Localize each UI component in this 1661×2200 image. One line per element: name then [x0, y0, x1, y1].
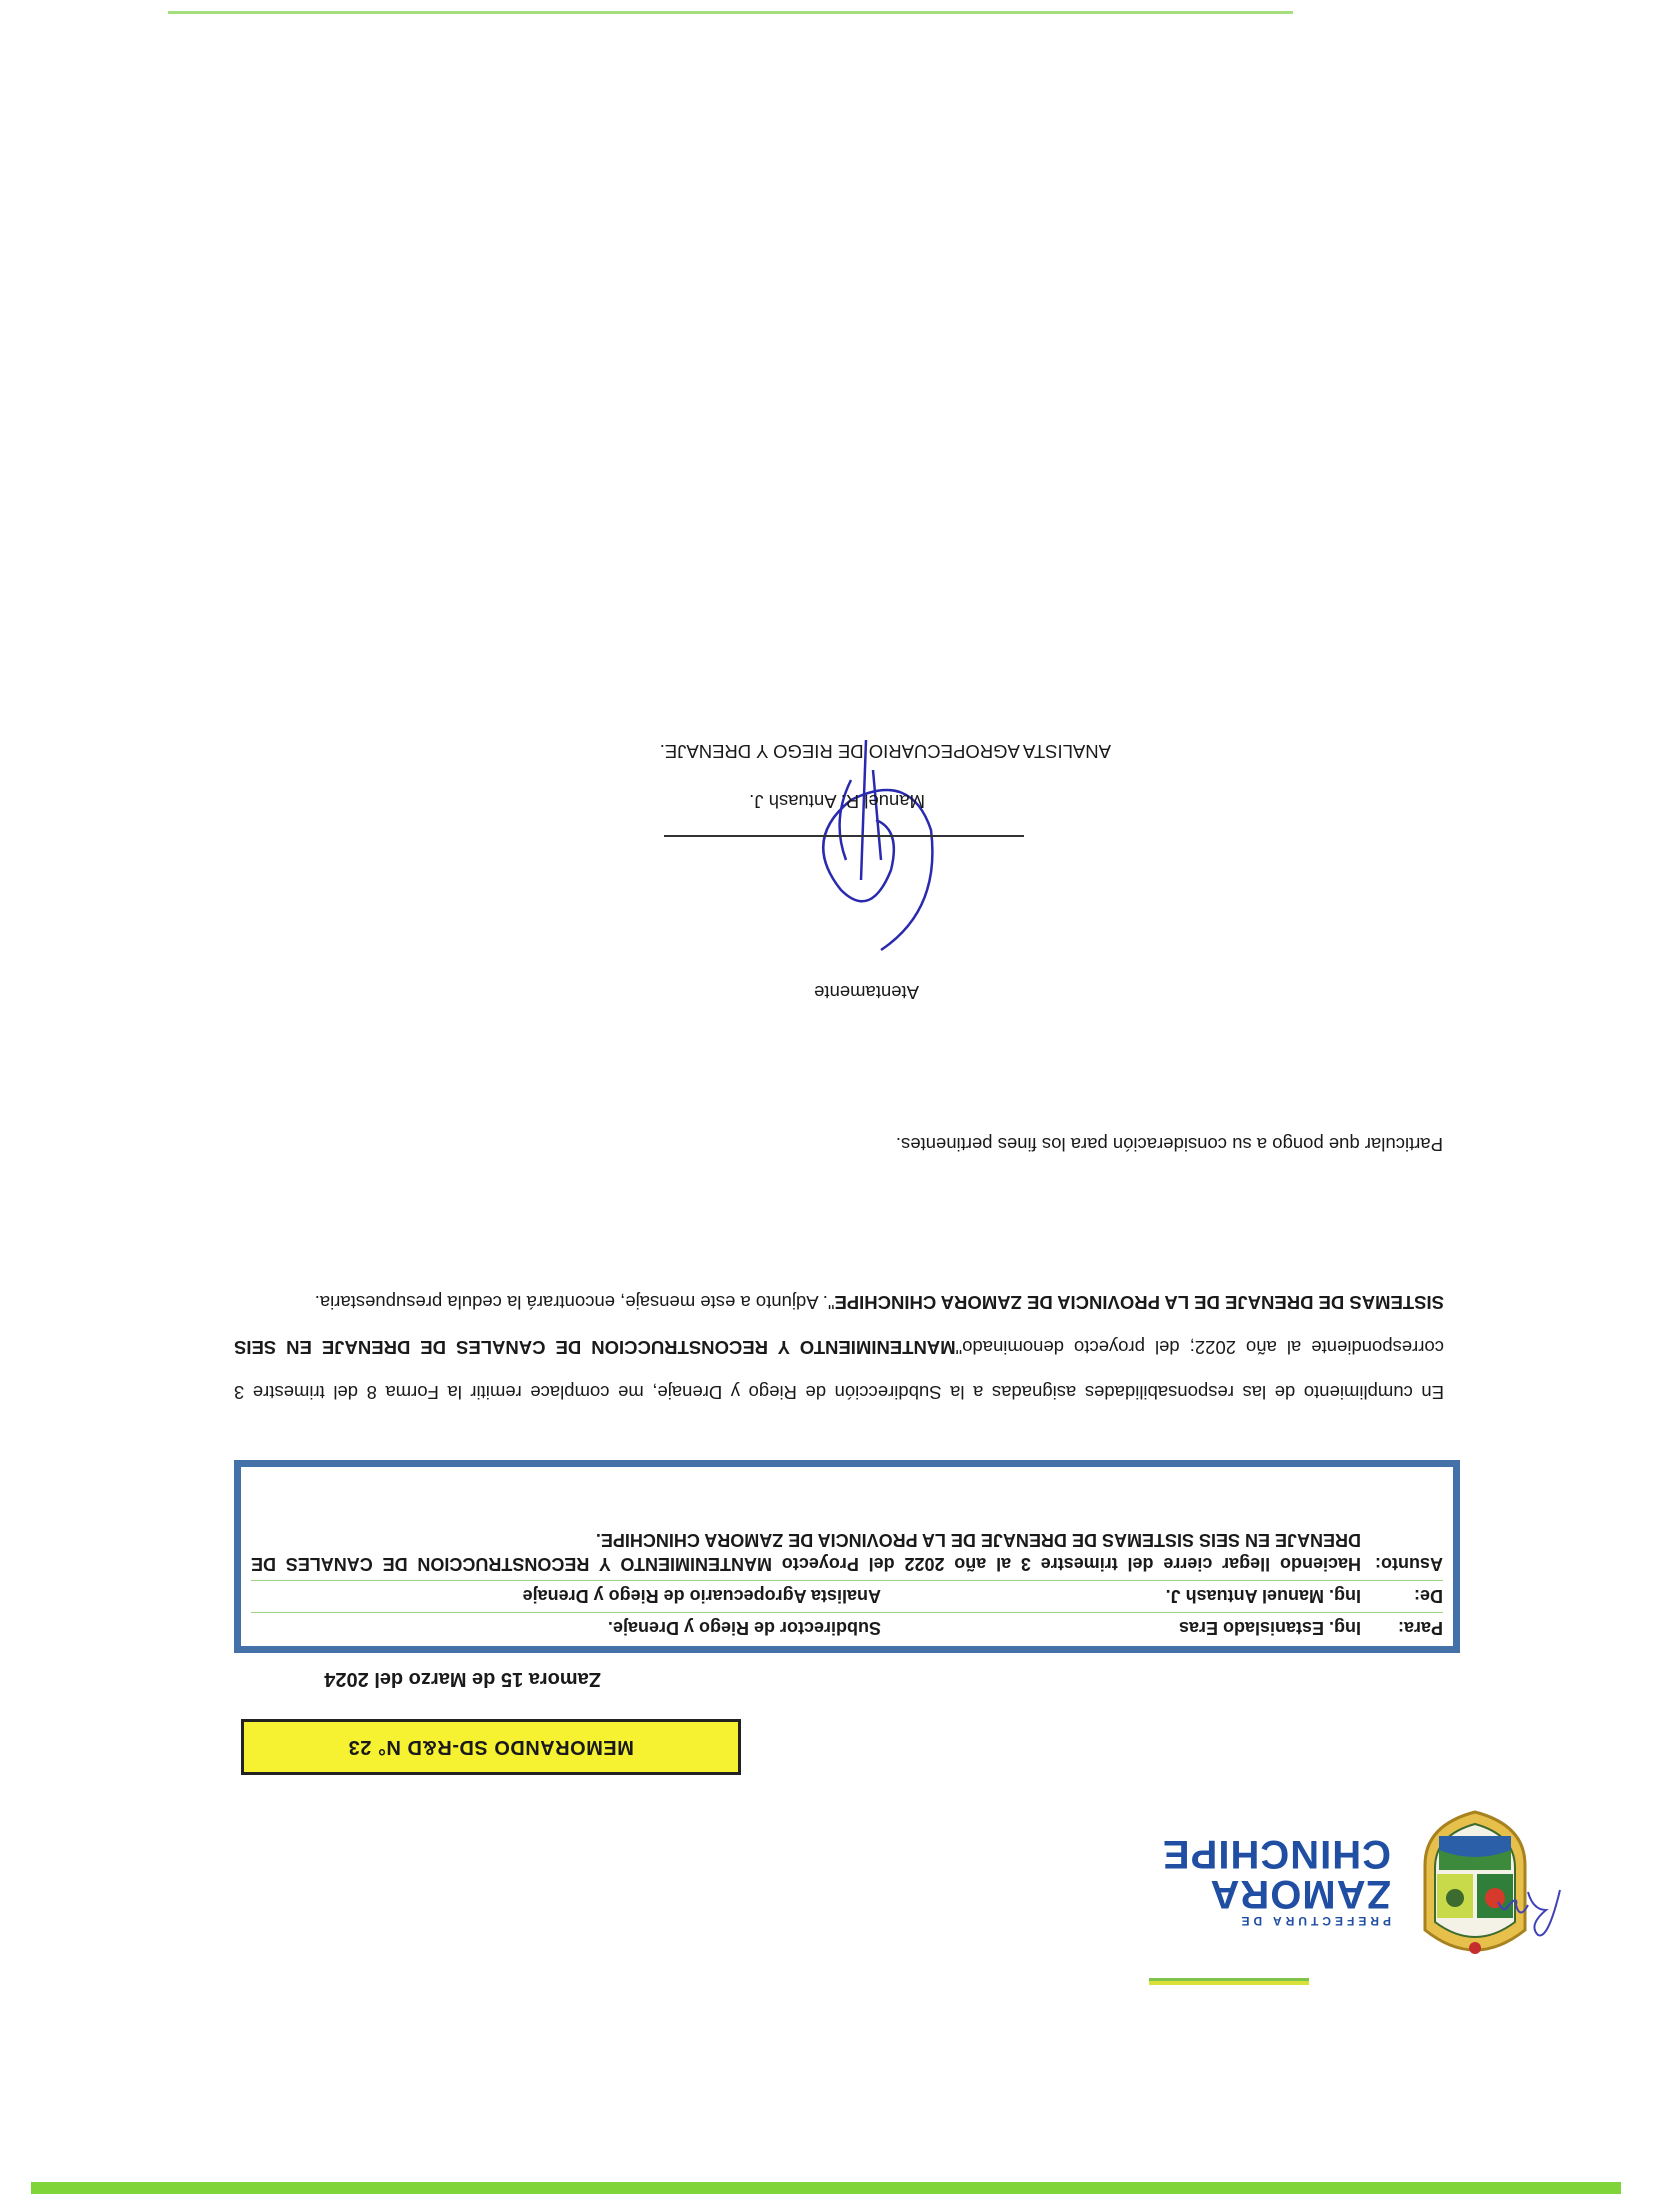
- body-intro: En cumplimiento de las responsabilidades asignadas a la Subdirección de Riego y Drenaje, me complace remitir la Forma 8 del trimestre 3 correspondiente al año 2022; del proyecto denominado": [234, 1337, 1444, 1403]
- logo-wordmark: [1162, 1834, 1391, 1928]
- logo-prefix: PREFECTURA DE: [1237, 1914, 1391, 1928]
- closing-sentence: Particular que pongo a su consideración para los fines pertinentes.: [895, 1134, 1443, 1155]
- bottom-green-line: [168, 11, 1293, 14]
- body-paragraph: [234, 1280, 1444, 1415]
- signature-line: [664, 836, 1024, 838]
- memo-title-box: [241, 1719, 741, 1775]
- para-name: Ing. Estanislado Eras: [1178, 1618, 1361, 1638]
- logo-yellow-stripe: [1149, 1981, 1309, 1985]
- de-role: Analista Agropecuario de Riego y Drenaje: [522, 1586, 881, 1606]
- para-label: Para:: [1397, 1618, 1443, 1638]
- logo-line-zamora: ZAMORA: [1209, 1872, 1391, 1916]
- body-outro: ". Adjunto a este mensaje, encontrará la cedula presupuestaria.: [314, 1292, 835, 1313]
- logo-line-chinchipe: CHINCHIPE: [1161, 1832, 1391, 1876]
- de-label: De:: [1413, 1586, 1443, 1606]
- header-row-para: [251, 1612, 1443, 1640]
- signer-role: ANALISTA AGROPECUARIO DE RIEGO Y DRENAJE.: [659, 741, 1111, 762]
- logo-green-stripe: [1149, 1978, 1309, 1981]
- handwritten-received-note: [1488, 1880, 1568, 1950]
- header-row-asunto: [251, 1528, 1443, 1576]
- signer-name: Manuel R. Antuash J.: [749, 791, 925, 812]
- top-green-band: [31, 2182, 1621, 2194]
- body-project-name: MANTENIMIENTO Y RECONSTRUCCION DE CANALES DE DRENAJE EN SEIS SISTEMAS DE DRENAJE DE LA PROVINCIA DE ZAMORA CHINCHIPE: [234, 1292, 1444, 1358]
- header-row-de: [251, 1580, 1443, 1608]
- memo-header-table: [234, 1460, 1460, 1653]
- memo-title: MEMORANDO SD-R&D N° 23: [348, 1736, 634, 1759]
- salutation: Atentamente: [814, 982, 919, 1003]
- asunto-label: Asunto:: [1375, 1554, 1443, 1574]
- de-name: Ing. Manuel Antuash J.: [1165, 1586, 1361, 1606]
- memo-date: Zamora 15 de Marzo del 2024: [324, 1668, 601, 1690]
- para-role: Subdirector de Riego y Drenaje.: [607, 1618, 881, 1638]
- asunto-text: Haciendo llegar cierre del trimestre 3 al año 2022 del Proyecto MANTENIMIENTO Y RECONSTRUCCION DE CANALES DE DRENAJE EN SEIS SISTEMAS DE DRENAJE DE LA PROVINCIA DE ZAMORA CHINCHIPE.: [251, 1530, 1361, 1574]
